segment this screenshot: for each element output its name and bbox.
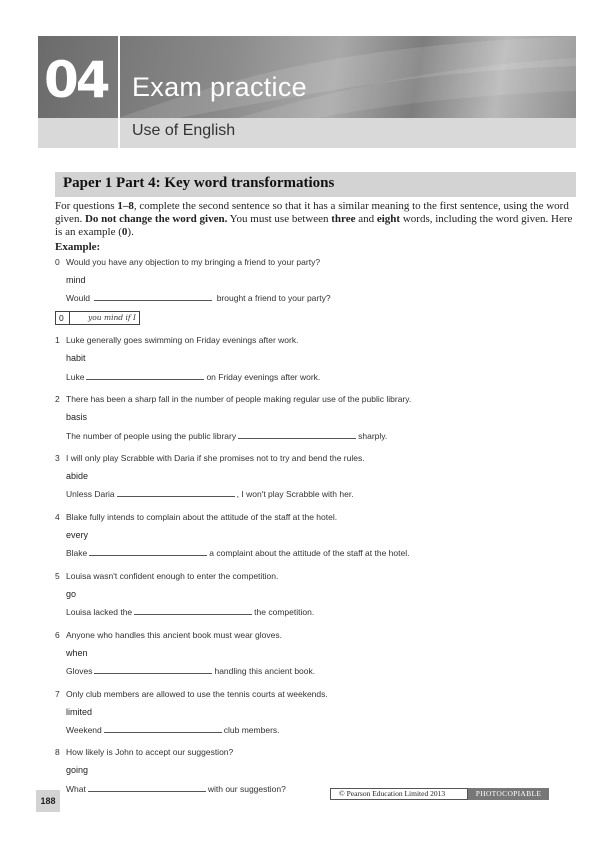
answer-line-8: What with our suggestion?	[66, 784, 286, 794]
keyword-5: go	[66, 589, 77, 599]
header-divider	[118, 36, 120, 148]
page-title: Exam practice	[132, 72, 307, 102]
section-heading-bar	[55, 172, 576, 197]
answer-blank[interactable]	[117, 488, 235, 497]
keyword-1: habit	[66, 353, 86, 363]
answer-line-3: Unless Daria , I won't play Scrabble with her.	[66, 489, 354, 499]
keyword-7: limited	[66, 707, 93, 717]
keyword-4: every	[66, 530, 89, 540]
question-sentence: Would you have any objection to my bringing a friend to your party?	[66, 257, 321, 267]
photocopiable-badge: PHOTOCOPIABLE	[468, 788, 549, 800]
answer-blank[interactable]	[134, 606, 252, 615]
answer-blank[interactable]	[86, 371, 204, 380]
keyword-6: when	[66, 648, 88, 658]
answer-blank[interactable]	[104, 724, 222, 733]
page-number: 188	[36, 790, 60, 812]
question-number: 0	[55, 257, 60, 267]
answer-blank[interactable]	[238, 430, 356, 439]
answer-line-5: Louisa lacked the the competition.	[66, 607, 315, 617]
answer-line-1: Luke on Friday evenings after work.	[66, 372, 321, 382]
answer-line-7: Weekend club members.	[66, 725, 280, 735]
answer-line-2: The number of people using the public library sharply.	[66, 431, 388, 441]
keyword-2: basis	[66, 412, 88, 422]
section-title: Paper 1 Part 4: Key word transformations	[63, 175, 335, 191]
example-answer-box: 0 you mind if I	[55, 311, 140, 325]
example-keyword: mind	[66, 275, 86, 285]
keyword-3: abide	[66, 471, 89, 481]
example-answer-line: Would brought a friend to your party?	[66, 293, 331, 303]
keyword-8: going	[66, 765, 89, 775]
answer-blank	[94, 292, 212, 301]
answer-blank[interactable]	[94, 665, 212, 674]
instructions: For questions 1–8, complete the second sentence so that it has a similar meaning to the first sentence, using the word given. Do not change the word given. You must use between three and eight words, including the word given. Here is an example (0).	[55, 200, 573, 239]
answer-blank[interactable]	[89, 547, 207, 556]
example-label: Example:	[55, 241, 101, 253]
unit-number: 04	[44, 51, 108, 109]
chapter-header	[38, 36, 576, 148]
answer-line-6: Gloves handling this ancient book.	[66, 666, 316, 676]
answer-line-4: Blake a complaint about the attitude of the staff at the hotel.	[66, 548, 410, 558]
page-subtitle: Use of English	[132, 122, 236, 139]
answer-blank[interactable]	[88, 783, 206, 792]
example-answer-handwritten: you mind if I	[88, 313, 137, 322]
copyright-notice: © Pearson Education Limited 2013	[330, 788, 468, 800]
